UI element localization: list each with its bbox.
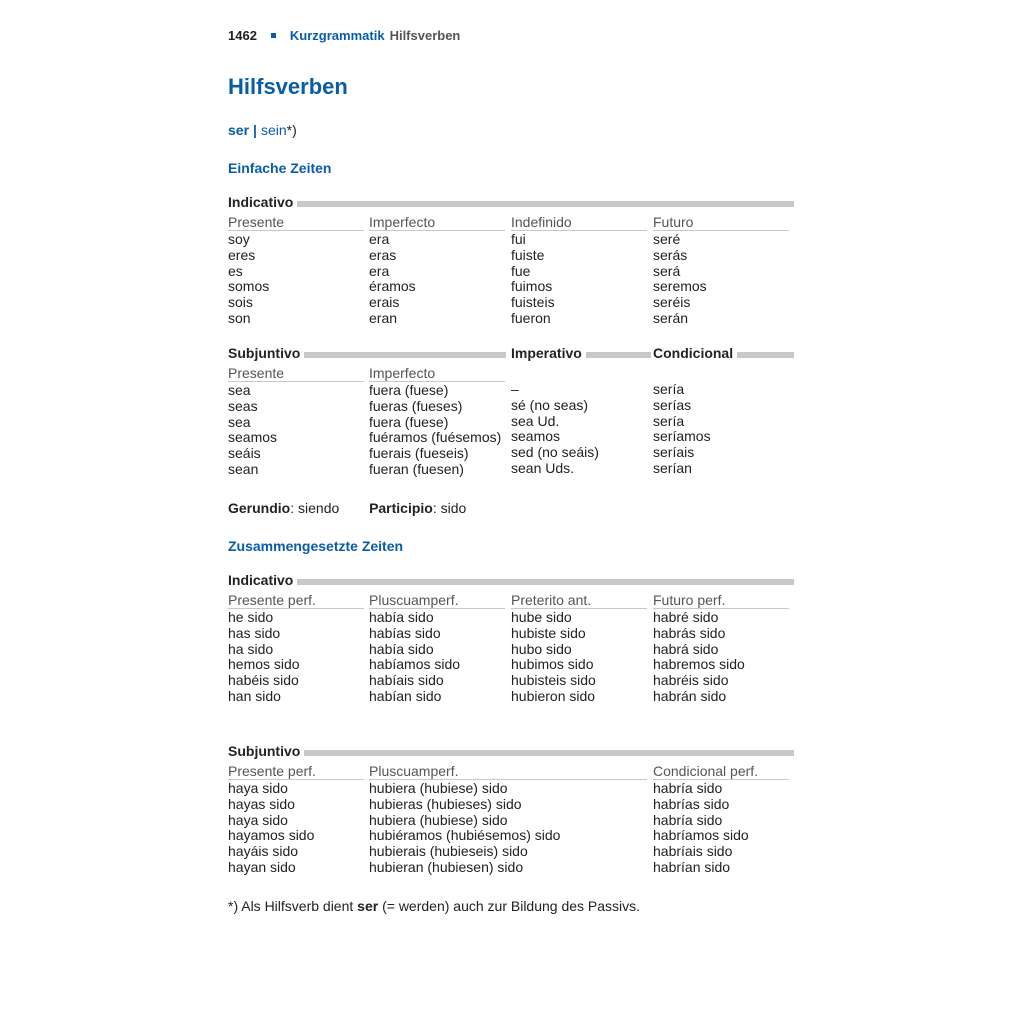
tense-column	[511, 365, 647, 477]
verb-form: fueran (fuesen)	[369, 460, 464, 477]
verb-form: fuimos	[511, 278, 553, 295]
verb-form: habrías sido	[653, 795, 730, 812]
verb-form: somos	[228, 278, 270, 295]
tense-column	[653, 214, 789, 327]
divider	[304, 352, 506, 358]
verb-form: habría sido	[653, 780, 723, 796]
block-label: Indicativo	[228, 194, 294, 210]
verb-form: habéis sido	[228, 672, 299, 689]
column-header: Indefinido	[511, 214, 647, 231]
gerundio-value: siendo	[298, 500, 340, 516]
verb-form: eres	[228, 246, 256, 263]
verb-form: habrás sido	[653, 624, 726, 641]
verb-form: seríais	[653, 444, 695, 461]
column-header: Imperfecto	[369, 214, 505, 231]
verb-form: seremos	[653, 278, 707, 295]
verb-form: habíais sido	[369, 672, 444, 689]
verb-form: serás	[653, 246, 688, 263]
verb-form: hubieran (hubiesen) sido	[369, 858, 524, 875]
verb-form: hubiera (hubiese) sido	[369, 811, 508, 828]
participio-label: Participio	[369, 500, 433, 516]
tense-column	[369, 592, 505, 705]
divider	[297, 201, 794, 207]
verb-form: hubisteis sido	[511, 672, 596, 689]
square-bullet-icon	[271, 33, 276, 38]
verb-form: sea	[228, 382, 251, 398]
verb-form: seamos	[511, 428, 561, 445]
block-label: Imperativo	[511, 345, 582, 361]
verb-form: fuiste	[511, 246, 545, 263]
subjuntivo-head	[228, 344, 506, 362]
verb-form: hubiera (hubiese) sido	[369, 780, 508, 796]
column-header-spacer	[511, 365, 647, 381]
verb-form: eras	[369, 246, 397, 263]
gerund-participle-line: Gerundio: siendo Participio: sido	[228, 500, 467, 516]
verb-form: habría sido	[653, 811, 723, 828]
verb-form: fuéramos (fuésemos)	[369, 429, 502, 446]
tense-column	[653, 365, 789, 477]
compound-subjuntivo-head	[228, 742, 794, 760]
verb-form: hubimos sido	[511, 656, 594, 673]
divider	[586, 352, 651, 358]
verb-form: erais	[369, 294, 400, 311]
footnote	[228, 898, 640, 914]
verb-form: serán	[653, 309, 689, 326]
verb-translation: sein	[260, 122, 287, 138]
tense-column	[228, 763, 364, 876]
tense-column	[228, 365, 364, 478]
verb-form: hayáis sido	[228, 843, 299, 860]
column-header: Futuro	[653, 214, 789, 231]
column-header: Presente perf.	[228, 592, 364, 609]
verb-form: habríais sido	[653, 843, 733, 860]
verb-separator: |	[253, 122, 257, 138]
verb-form: habías sido	[369, 624, 441, 641]
tense-column	[653, 592, 789, 705]
verb-form: fuera (fuese)	[369, 382, 449, 398]
verb-form: he sido	[228, 609, 274, 625]
simple-tenses-heading: Einfache Zeiten	[228, 160, 332, 176]
verb-form: seréis	[653, 294, 691, 311]
verb-form: seáis	[228, 445, 261, 462]
verb-form: hubiste sido	[511, 624, 586, 641]
condicional-head	[653, 344, 794, 362]
verb-form: han sido	[228, 687, 281, 704]
verb-form: serían	[653, 459, 692, 476]
verb-form: fui	[511, 231, 526, 247]
verb-form: fuerais (fueseis)	[369, 445, 469, 462]
verb-form: sea	[228, 413, 251, 430]
column-header: Futuro perf.	[653, 592, 789, 609]
verb-form: habíamos sido	[369, 656, 461, 673]
verb-form: habrían sido	[653, 858, 731, 875]
verb-form: hubiéramos (hubiésemos) sido	[369, 827, 561, 844]
verb-form: habréis sido	[653, 672, 729, 689]
verb-form: serías	[653, 396, 692, 413]
verb-form: has sido	[228, 624, 281, 641]
simple-indicativo-head	[228, 193, 794, 211]
verb-form: seas	[228, 397, 258, 414]
verb-form: hubo sido	[511, 640, 572, 657]
verb-form: son	[228, 309, 251, 326]
verb-form: sería	[653, 381, 685, 397]
divider	[304, 750, 794, 756]
verb-form: haya sido	[228, 811, 288, 828]
tense-column	[369, 763, 647, 876]
page-number: 1462	[228, 27, 257, 43]
verb-form: fueron	[511, 309, 551, 326]
verb-form: hayamos sido	[228, 827, 315, 844]
verb-form: hubierais (hubieseis) sido	[369, 843, 528, 860]
verb-form: habrán sido	[653, 687, 727, 704]
column-header: Presente perf.	[228, 763, 364, 780]
simple-lower-heads	[228, 344, 794, 362]
column-header: Imperfecto	[369, 365, 505, 382]
block-label: Subjuntivo	[228, 345, 301, 361]
verb-form: habremos sido	[653, 656, 745, 673]
imperativo-head	[511, 344, 651, 362]
tense-column	[369, 365, 505, 478]
verb-form: –	[511, 381, 519, 397]
verb-form: sean	[228, 460, 259, 477]
footnote-text: *) Als Hilfsverb dient	[228, 898, 358, 914]
verb-form: habían sido	[369, 687, 442, 704]
tense-column	[228, 592, 364, 705]
subsection-name: Hilfsverben	[389, 27, 461, 43]
verb-form: sé (no seas)	[511, 396, 589, 413]
verb-form: será	[653, 262, 681, 279]
verb-form: había sido	[369, 640, 434, 657]
column-header: Pluscuamperf.	[369, 592, 505, 609]
gerundio-label: Gerundio	[228, 500, 291, 516]
footnote-bold: ser	[357, 898, 379, 914]
tense-column	[511, 214, 647, 327]
verb-form: fuisteis	[511, 294, 555, 311]
verb-form: fueras (fueses)	[369, 397, 463, 414]
column-header: Pluscuamperf.	[369, 763, 647, 780]
verb-form: era	[369, 262, 390, 279]
verb-form: haya sido	[228, 780, 288, 796]
verb-form: soy	[228, 231, 250, 247]
verb-form: hayas sido	[228, 795, 295, 812]
divider	[297, 579, 794, 585]
verb-form: habré sido	[653, 609, 719, 625]
verb-form: sean Uds.	[511, 459, 575, 476]
verb-form: hemos sido	[228, 656, 300, 673]
column-header: Condicional perf.	[653, 763, 789, 780]
verb-word: ser	[228, 122, 250, 138]
grammar-page	[228, 26, 794, 914]
page-title: Hilfsverben	[228, 74, 348, 99]
footnote-marker: *)	[286, 122, 297, 138]
verb-form: era	[369, 231, 390, 247]
verb-form: sea Ud.	[511, 412, 560, 429]
column-header-spacer	[653, 365, 789, 381]
block-label: Subjuntivo	[228, 743, 301, 759]
verb-form: fuera (fuese)	[369, 413, 449, 430]
tense-column	[511, 592, 647, 705]
verb-form: ha sido	[228, 640, 274, 657]
verb-form: eran	[369, 309, 398, 326]
running-header	[228, 26, 794, 44]
verb-form: fue	[511, 262, 531, 279]
verb-form: éramos	[369, 278, 416, 295]
participio-value: sido	[440, 500, 467, 516]
verb-form: seríamos	[653, 428, 711, 445]
verb-form: hubieron sido	[511, 687, 596, 704]
block-label: Indicativo	[228, 572, 294, 588]
verb-form: había sido	[369, 609, 434, 625]
verb-form: hayan sido	[228, 858, 296, 875]
tense-column	[369, 214, 505, 327]
verb-form: seamos	[228, 429, 278, 446]
verb-form: seré	[653, 231, 681, 247]
verb-heading	[228, 122, 297, 138]
column-header: Presente	[228, 214, 364, 231]
footnote-text: (= werden) auch zur Bildung des Passivs.	[378, 898, 641, 914]
verb-form: sois	[228, 294, 253, 311]
divider	[737, 352, 794, 358]
column-header: Preterito ant.	[511, 592, 647, 609]
verb-form: habríamos sido	[653, 827, 749, 844]
verb-form: es	[228, 262, 243, 279]
column-header: Presente	[228, 365, 364, 382]
section-name: Kurzgrammatik	[289, 27, 385, 43]
verb-form: hubieras (hubieses) sido	[369, 795, 522, 812]
compound-indicativo-head	[228, 571, 794, 589]
verb-form: sed (no seáis)	[511, 444, 599, 461]
block-label: Condicional	[653, 345, 734, 361]
verb-form: habrá sido	[653, 640, 719, 657]
verb-form: hube sido	[511, 609, 572, 625]
tense-column	[228, 214, 364, 327]
verb-form: sería	[653, 412, 685, 429]
compound-tenses-heading: Zusammengesetzte Zeiten	[228, 538, 404, 554]
tense-column	[653, 763, 789, 876]
